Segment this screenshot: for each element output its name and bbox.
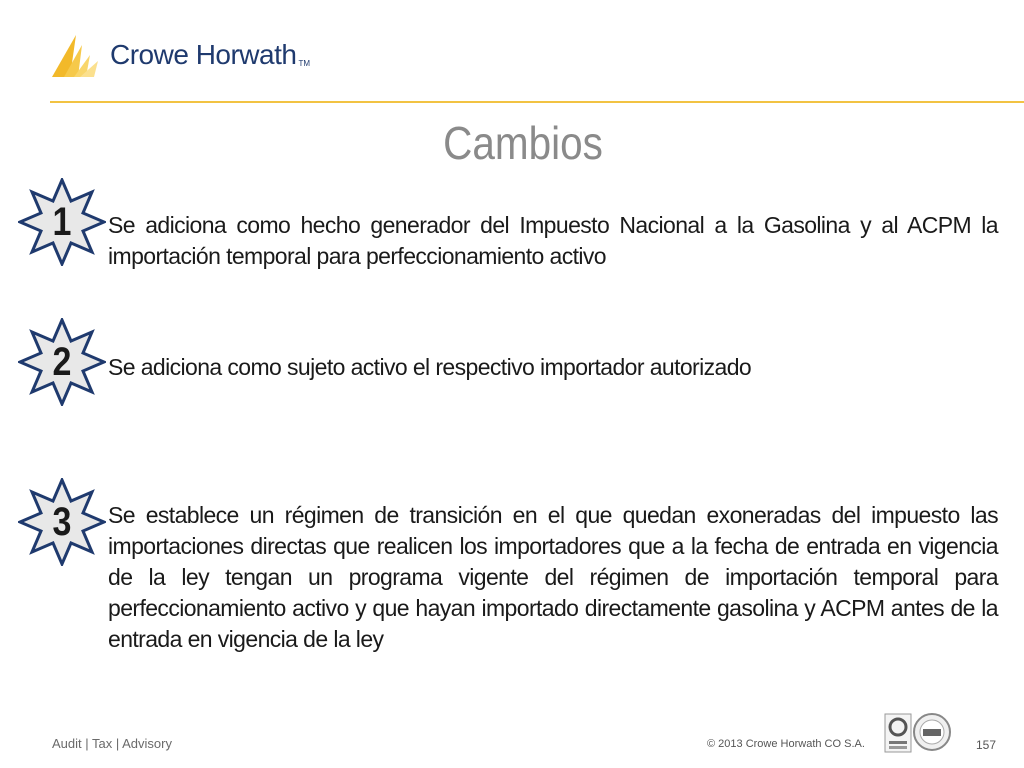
company-logo bbox=[50, 30, 310, 80]
page-title: Cambios bbox=[443, 117, 603, 169]
item-number: 2 bbox=[52, 339, 72, 384]
footer-services: Audit | Tax | Advisory bbox=[52, 736, 172, 751]
list-item-1 bbox=[18, 178, 998, 270]
page-number: 157 bbox=[976, 738, 997, 752]
logo-text: Crowe Horwath bbox=[110, 39, 297, 70]
item-number: 3 bbox=[52, 499, 72, 544]
footer-copyright: © 2013 Crowe Horwath CO S.A. bbox=[707, 738, 865, 750]
iqnet-certification-icon bbox=[912, 712, 952, 752]
list-item-3 bbox=[18, 478, 998, 658]
item-text: Se adiciona como hecho generador del Impuesto Nacional a la Gasolina y al ACPM la importación temporal para perfeccionamiento activo bbox=[108, 212, 998, 269]
star-badge-2 bbox=[18, 318, 106, 406]
star-badge-3 bbox=[18, 478, 106, 566]
header-divider bbox=[50, 101, 1024, 103]
crowe-logo-icon bbox=[50, 31, 100, 79]
star-badge-1 bbox=[18, 178, 106, 266]
item-text: Se adiciona como sujeto activo el respectivo importador autorizado bbox=[108, 354, 752, 380]
iso-certification-icon bbox=[884, 713, 912, 753]
logo-trademark: TM bbox=[298, 59, 311, 68]
list-item-2 bbox=[18, 318, 998, 410]
item-number: 1 bbox=[52, 199, 72, 244]
item-text: Se establece un régimen de transición en el que quedan exoneradas del impuesto las importaciones directas que realicen los importadores que a la fecha de entrada en vigencia de la ley tengan un programa vigente del régimen de importación temporal para perfeccionamiento activo y que hayan importado directamente gasolina y ACPM antes de la entrada en vigencia de la ley bbox=[108, 502, 998, 652]
